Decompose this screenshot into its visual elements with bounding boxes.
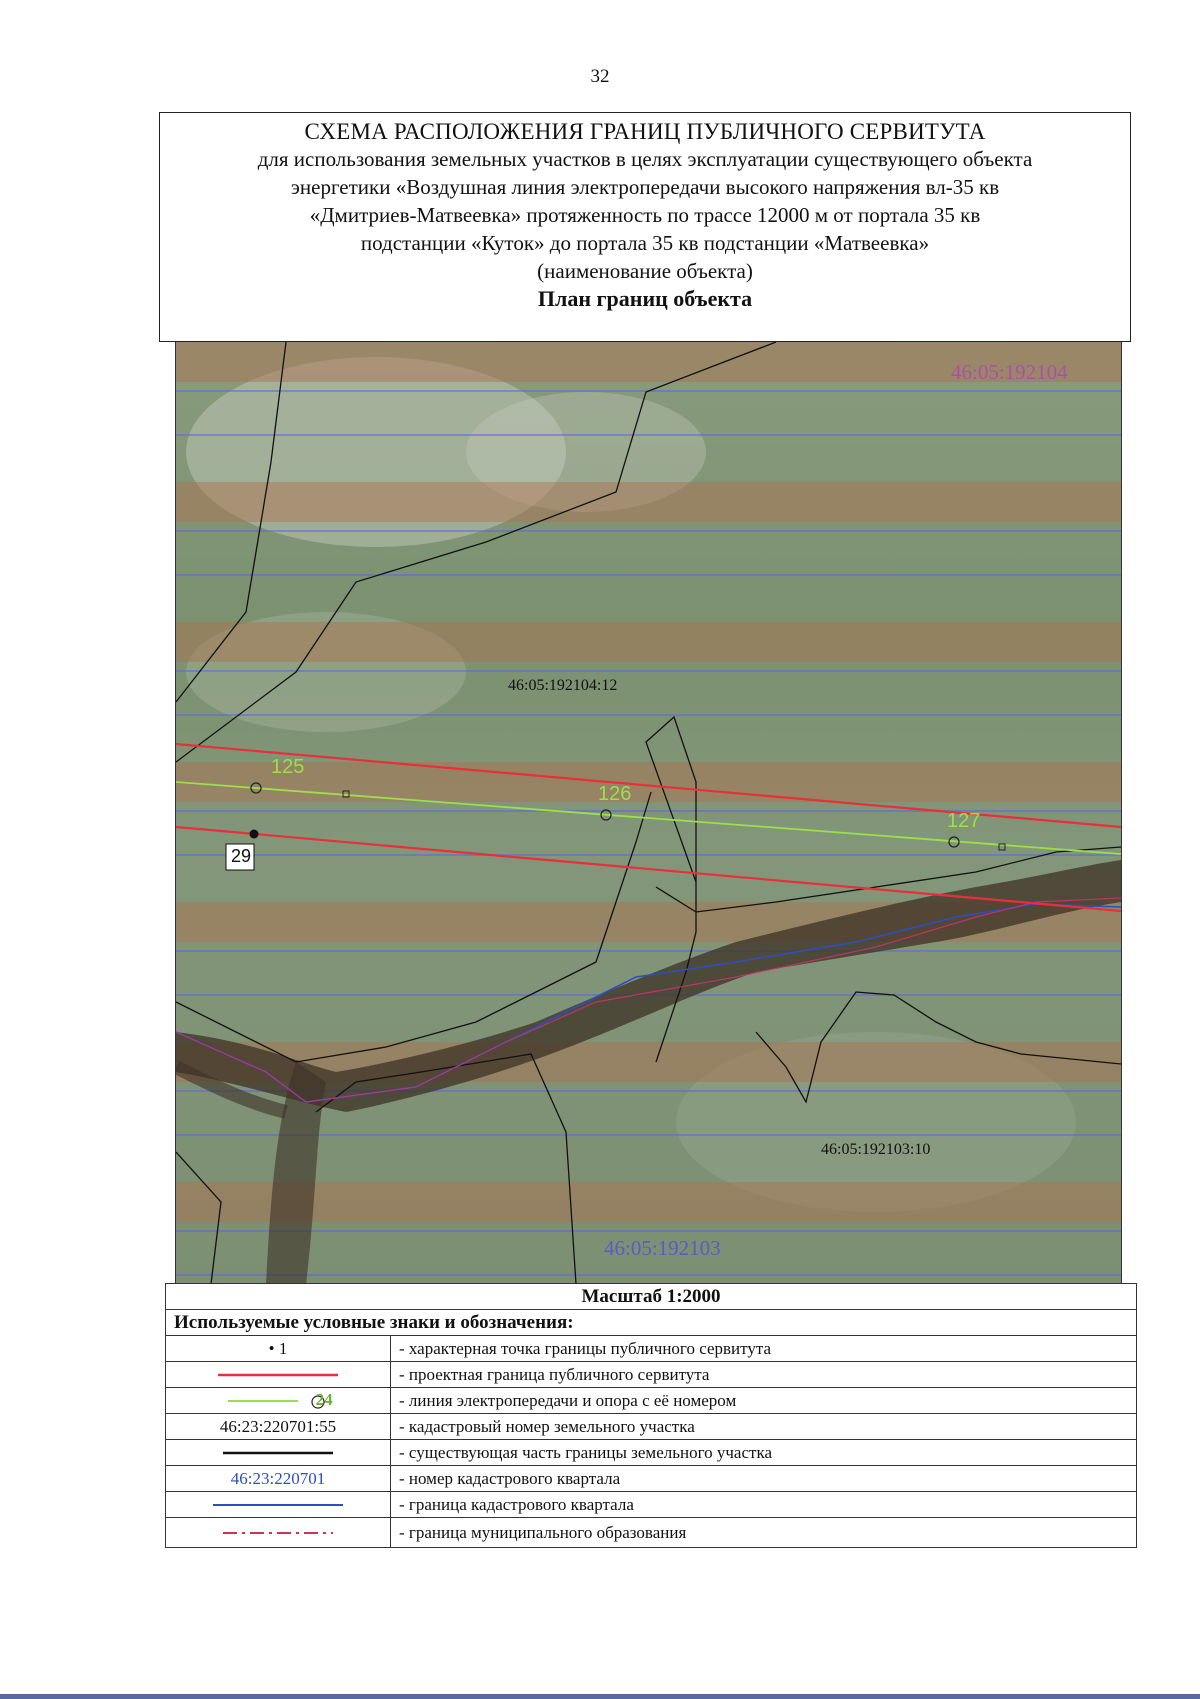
legend-description: - существующая часть границы земельного участка — [391, 1440, 1137, 1466]
characteristic-point-29[interactable] — [250, 830, 259, 839]
legend-symbol-black-line — [166, 1440, 391, 1466]
legend-table — [165, 1283, 1137, 1548]
map-view[interactable] — [175, 342, 1122, 1284]
scan-edge — [0, 1694, 1200, 1699]
page-number: 32 — [590, 66, 610, 87]
title-block — [159, 112, 1131, 342]
map-scale: Масштаб 1:2000 — [166, 1284, 1137, 1310]
legend-description: - граница кадастрового квартала — [391, 1492, 1137, 1518]
legend-row — [166, 1492, 1137, 1518]
legend-symbol-dash-dot — [166, 1518, 391, 1548]
support-125-label: 125 — [271, 756, 305, 778]
legend-symbol-quarter-number: 46:23:220701 — [166, 1466, 391, 1492]
legend-description: - кадастровый номер земельного участка — [391, 1414, 1137, 1440]
quarter-label-bottom: 46:05:192103 — [604, 1236, 721, 1260]
parcel-label-lower: 46:05:192103:10 — [821, 1141, 931, 1158]
legend-symbol-power-line — [166, 1388, 391, 1414]
legend-row — [166, 1518, 1137, 1548]
title-line: подстанции «Куток» до портала 35 кв подстанции «Матвеевка» — [360, 231, 930, 255]
support-127-label: 127 — [947, 810, 981, 832]
legend-description: - характерная точка границы публичного сервитута — [391, 1336, 1137, 1362]
point-29-label: 29 — [230, 846, 252, 866]
title-line: энергетики «Воздушная линия электропередачи высокого напряжения вл-35 кв — [290, 175, 1000, 199]
legend-row — [166, 1362, 1137, 1388]
legend-symbol-point: • 1 — [166, 1336, 391, 1362]
title-line: «Дмитриев-Матвеевка» протяженность по трассе 12000 м от портала 35 кв — [309, 203, 981, 227]
title-line: для использования земельных участков в целях эксплуатации существующего объекта — [257, 147, 1033, 171]
legend-description: - проектная граница публичного сервитута — [391, 1362, 1137, 1388]
legend-header: Используемые условные знаки и обозначения: — [166, 1310, 1137, 1336]
legend-row — [166, 1336, 1137, 1362]
legend-description: - номер кадастрового квартала — [391, 1466, 1137, 1492]
support-126-label: 126 — [598, 783, 632, 805]
title-main: СХЕМА РАСПОЛОЖЕНИЯ ГРАНИЦ ПУБЛИЧНОГО СЕРВИТУТА — [304, 119, 986, 144]
legend-symbol-blue-line — [166, 1492, 391, 1518]
legend-description: - линия электропередачи и опора с её номером — [391, 1388, 1137, 1414]
object-name-caption: (наименование объекта) — [537, 259, 753, 283]
legend-symbol-parcel-number: 46:23:220701:55 — [166, 1414, 391, 1440]
legend-row — [166, 1414, 1137, 1440]
legend-row — [166, 1466, 1137, 1492]
legend-description: - граница муниципального образования — [391, 1518, 1137, 1548]
plan-subtitle: План границ объекта — [537, 286, 753, 311]
legend-support-number: 24 — [315, 1390, 333, 1410]
legend-symbol-red-line — [166, 1362, 391, 1388]
legend-row — [166, 1440, 1137, 1466]
legend-row — [166, 1388, 1137, 1414]
quarter-label-top: 46:05:192104 — [951, 360, 1068, 384]
parcel-label-upper: 46:05:192104:12 — [508, 677, 618, 694]
